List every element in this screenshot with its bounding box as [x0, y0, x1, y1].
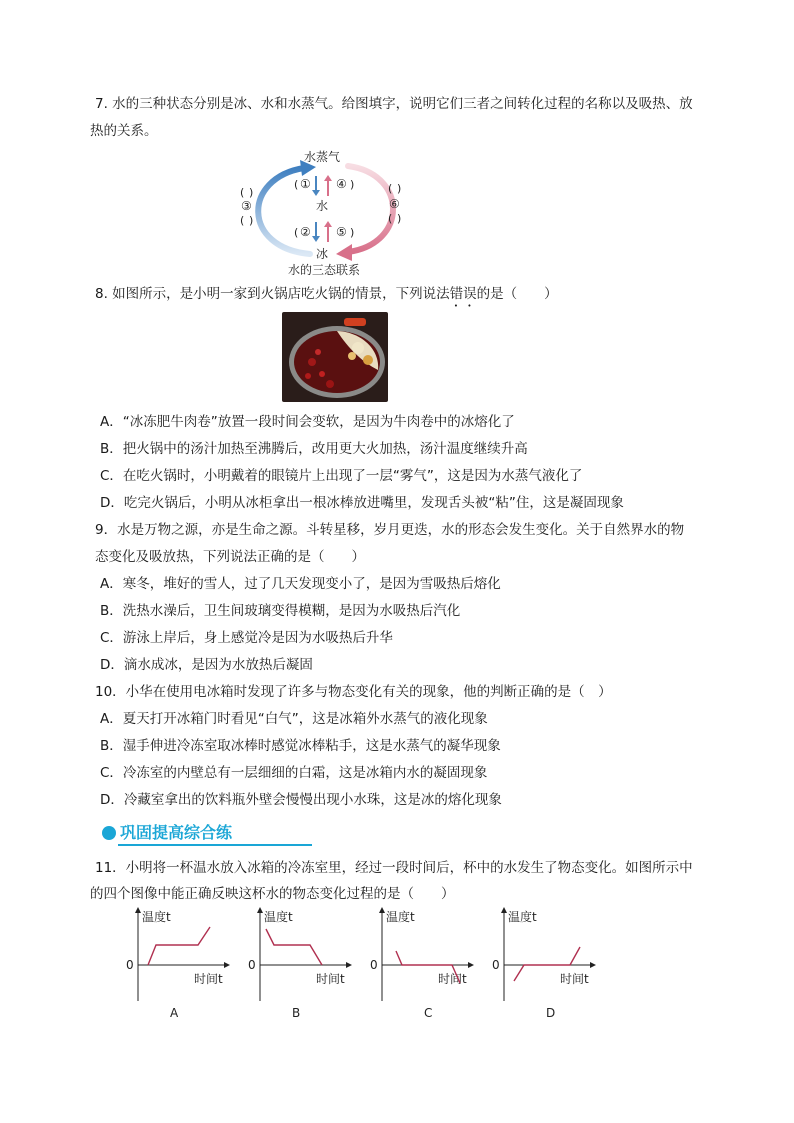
blank-1: (: [294, 178, 299, 191]
svg-text:): ): [249, 214, 254, 227]
graph-d-ylabel: 温度t: [508, 910, 537, 924]
q8-option-c: C．在吃火锅时，小明戴着的眼镜片上出现了一层“雾气”，这是因为水蒸气液化了: [100, 468, 583, 484]
num-4: ④: [336, 177, 347, 191]
q10-option-c: C．冷冻室的内壁总有一层细细的白霜，这是冰箱内水的凝固现象: [100, 765, 488, 781]
graph-c-xlabel: 时间t: [438, 972, 467, 986]
graph-a-xlabel: 时间t: [194, 972, 223, 986]
svg-text:): ): [249, 186, 254, 199]
q8-option-d: D．吃完火锅后，小明从冰柜拿出一根冰棒放进嘴里，发现舌头被“粘”住，这是凝固现象: [100, 495, 624, 511]
graph-d-origin: 0: [492, 958, 500, 972]
num-1: ①: [300, 177, 311, 191]
q9-option-a: A．寒冬，堆好的雪人，过了几天发现变小了，是因为雪吸热后熔化: [100, 576, 501, 592]
svg-text:(: (: [388, 212, 393, 225]
graph-a-ylabel: 温度t: [142, 910, 171, 924]
graph-a-letter: A: [170, 1006, 179, 1020]
label-ice: 冰: [315, 247, 329, 261]
label-vapor: 水蒸气: [303, 150, 341, 164]
graph-b-letter: B: [292, 1006, 301, 1020]
graph-b: [248, 907, 352, 1020]
num-5: ⑤: [336, 225, 347, 239]
q7-line-1: 7. 水的三种状态分别是冰、水和水蒸气。给图填字，说明它们三者之间转化过程的名称以及吸热、放: [95, 96, 693, 112]
q9-line-2: 态变化及吸放热，下列说法正确的是（ ）: [95, 549, 365, 565]
q9-option-b: B．洗热水澡后，卫生间玻璃变得模糊，是因为水吸热后汽化: [100, 603, 461, 619]
graph-b-ylabel: 温度t: [264, 910, 293, 924]
section-underline: [118, 844, 312, 846]
num-3: ③: [241, 199, 252, 213]
num-2: ②: [300, 225, 311, 239]
q10-option-a: A．夏天打开冰箱门时看见“白气”，这是冰箱外水蒸气的液化现象: [100, 711, 488, 727]
graph-c-letter: C: [424, 1006, 433, 1020]
section-heading: [102, 822, 312, 846]
q9-option-c: C．游泳上岸后，身上感觉冷是因为水吸热后升华: [100, 630, 393, 646]
q8-option-b: B．把火锅中的汤汁加热至沸腾后，改用更大火加热，汤汁温度继续升高: [100, 441, 528, 457]
graph-b-origin: 0: [248, 958, 256, 972]
graph-d-letter: D: [546, 1006, 556, 1020]
graph-d: [492, 907, 596, 1020]
svg-text:(: (: [240, 186, 245, 199]
graph-c: [370, 907, 474, 1020]
three-states-diagram: [232, 148, 422, 280]
q8-option-a: A．“冰冻肥牛肉卷”放置一段时间会变软，是因为牛肉卷中的冰熔化了: [100, 414, 515, 430]
graph-a: [126, 907, 230, 1020]
num-6: ⑥: [389, 197, 400, 211]
hotpot-photo: [282, 312, 388, 402]
section-bullet-icon: [102, 826, 116, 840]
svg-text:(: (: [388, 182, 393, 195]
graph-c-origin: 0: [370, 958, 378, 972]
diagram-caption: 水的三态联系: [287, 263, 361, 277]
q11-line-2: 的四个图像中能正确反映这杯水的物态变化过程的是（ ）: [90, 886, 455, 902]
temperature-graphs: [118, 905, 618, 1025]
blank-2: (: [294, 226, 299, 239]
blank-5-close: ): [350, 226, 355, 239]
arc-right-arrow: [348, 166, 393, 252]
blank-4-close: ): [350, 178, 355, 191]
graph-c-ylabel: 温度t: [386, 910, 415, 924]
graph-d-xlabel: 时间t: [560, 972, 589, 986]
q7-line-2: 热的关系。: [90, 123, 158, 139]
q10-option-d: D．冷藏室拿出的饮料瓶外壁会慢慢出现小水珠，这是冰的熔化现象: [100, 792, 502, 808]
q9-option-d: D．滴水成冰，是因为水放热后凝固: [100, 657, 313, 673]
section-title: 巩固提高综合练: [120, 823, 233, 842]
q9-line-1: 9．水是万物之源，亦是生命之源。斗转星移，岁月更迭，水的形态会发生变化。关于自然界水的物: [95, 522, 685, 538]
svg-text:): ): [397, 212, 402, 225]
svg-text:(: (: [240, 214, 245, 227]
graph-b-xlabel: 时间t: [316, 972, 345, 986]
arc-right-arrowhead: [336, 244, 352, 261]
q10-option-b: B．湿手伸进冷冻室取冰棒时感觉冰棒粘手，这是水蒸气的凝华现象: [100, 738, 501, 754]
svg-text:): ): [397, 182, 402, 195]
q8-stem: 8. 如图所示，是小明一家到火锅店吃火锅的情景，下列说法错误的是（ ）: [95, 286, 558, 302]
q11-line-1: 11．小明将一杯温水放入冰箱的冷冻室里，经过一段时间后，杯中的水发生了物态变化。如图所示中: [95, 860, 693, 876]
q10-stem: 10．小华在使用电冰箱时发现了许多与物态变化有关的现象，他的判断正确的是（ ）: [95, 684, 612, 700]
graph-a-origin: 0: [126, 958, 134, 972]
label-water: 水: [315, 199, 329, 213]
